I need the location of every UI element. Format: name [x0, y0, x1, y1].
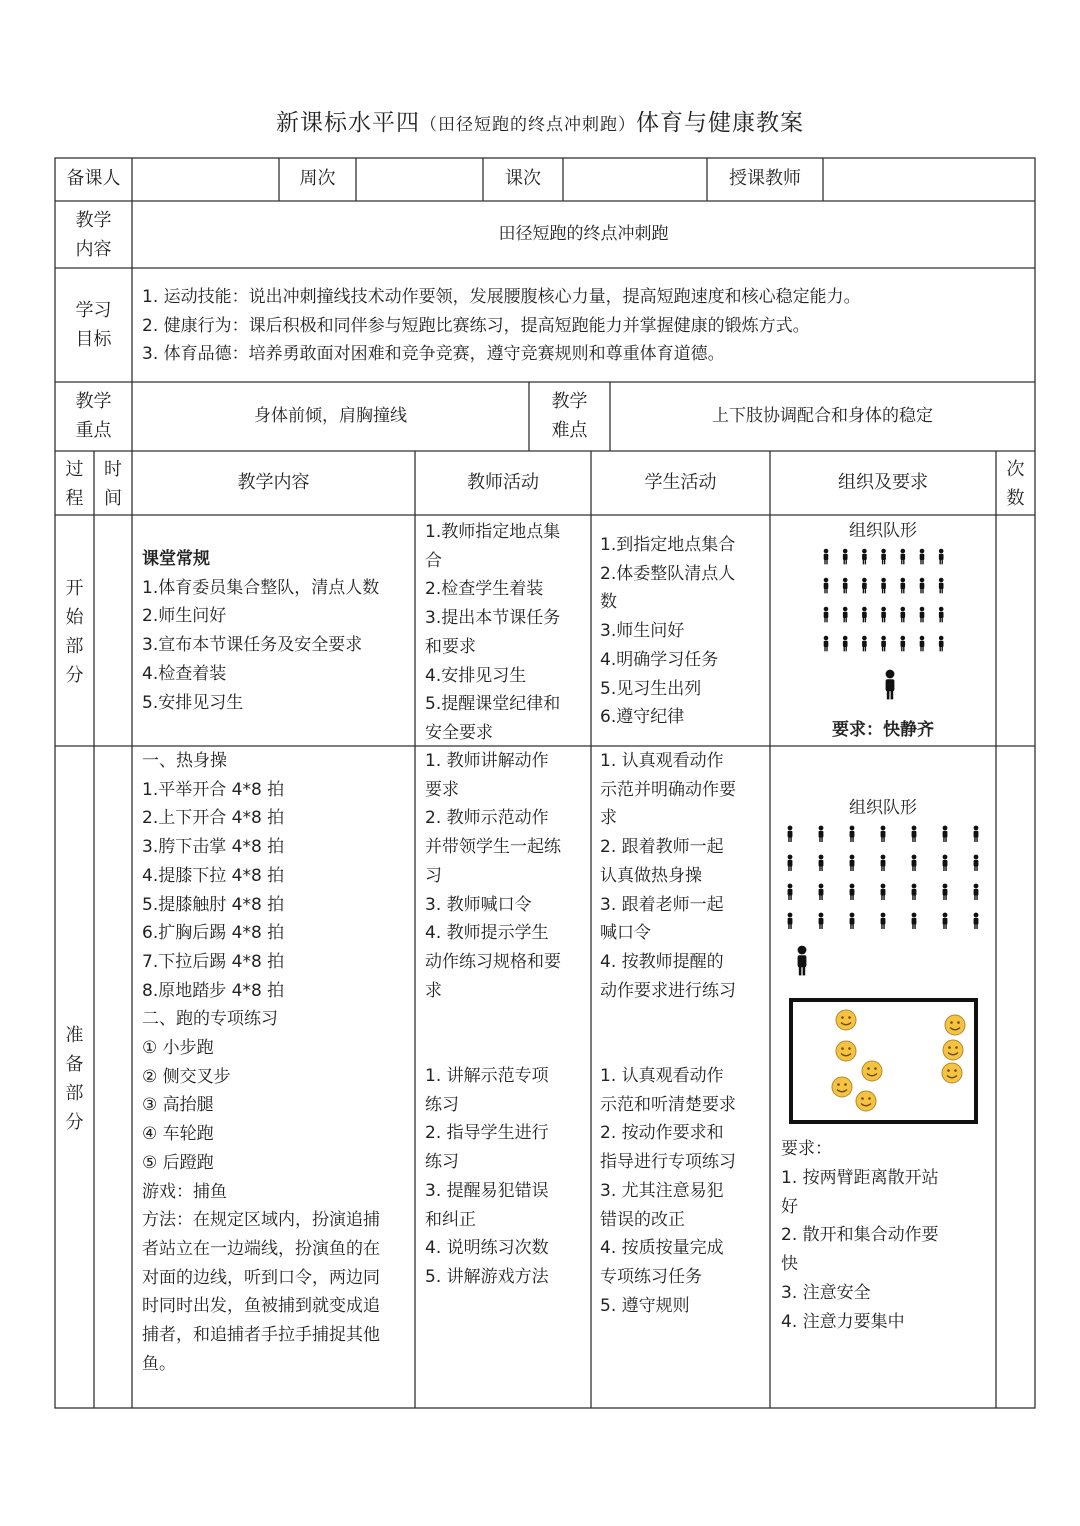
start-content-item: 4.检查着装: [142, 663, 227, 684]
prep-student-line: 1. 认真观看动作: [600, 1066, 724, 1086]
smiley-face-icon: [836, 1041, 856, 1061]
start-label-char: 开: [65, 578, 84, 599]
start-student-line: 5.见习生出列: [600, 678, 702, 699]
prep-content-line: 游戏：捕鱼: [142, 1181, 227, 1202]
prep-student-line: 示范和听清楚要求: [600, 1094, 736, 1115]
content-label-2: 内容: [75, 239, 112, 260]
prep-teacher-line: 3. 提醒易犯错误: [425, 1180, 549, 1201]
week-label: 周次: [299, 168, 336, 190]
smiley-face-icon: [943, 1040, 963, 1060]
prep-student-line: 示范并明确动作要: [600, 779, 736, 800]
prep-student-line: 3. 跟着老师一起: [600, 894, 724, 915]
start-content-item: 2.师生问好: [142, 606, 227, 627]
smiley-face-icon: [856, 1091, 876, 1111]
start-student-line: 3.师生问好: [600, 621, 685, 642]
title-paren: （田径短跑的终点冲刺跑）: [420, 115, 636, 135]
col-count-1: 次: [1006, 459, 1025, 480]
prep-content-line: ③ 高抬腿: [142, 1095, 214, 1116]
student-figure-icon: [850, 855, 855, 871]
prep-student-line: 4. 按质按量完成: [600, 1238, 724, 1259]
prep-teacher-line: 1. 教师讲解动作: [425, 751, 549, 771]
prep-req-item: 1. 按两臂距离散开站: [781, 1168, 939, 1188]
prep-req-item: 快: [781, 1254, 798, 1275]
prep-content-line: ⑤ 后蹬跑: [142, 1152, 214, 1173]
student-figure-icon: [819, 855, 824, 871]
smiley-face-icon: [945, 1015, 965, 1035]
student-figure-icon: [819, 826, 824, 842]
prep-content-line: 方法：在规定区域内，扮演追捕: [142, 1210, 380, 1231]
prep-teacher-line: 4. 教师提示学生: [425, 923, 549, 944]
col-student: 学生活动: [644, 471, 717, 493]
col-time-2: 间: [104, 488, 122, 509]
student-figure-icon: [850, 826, 855, 842]
start-teacher-line: 合: [425, 550, 442, 571]
prep-content-line: 二、跑的专项练习: [142, 1009, 278, 1030]
student-figure-icon: [974, 855, 979, 871]
student-figure-icon: [850, 884, 855, 900]
prep-label-char: 备: [65, 1054, 84, 1075]
smiley-face-icon: [836, 1010, 856, 1030]
prep-student-line: 专项练习任务: [600, 1266, 702, 1287]
prep-content-line: ② 侧交叉步: [142, 1066, 231, 1087]
start-label-char: 分: [65, 665, 84, 686]
prep-teacher-line: 和纠正: [425, 1209, 476, 1230]
student-figure-icon: [788, 826, 793, 842]
prep-content-line: 6.扩胸后踢 4*8 拍: [142, 923, 285, 944]
key-label-1: 教学: [75, 391, 112, 412]
prep-req-title: 要求：: [781, 1139, 832, 1159]
col-process-1: 过: [65, 459, 84, 480]
student-figure-icon: [788, 913, 793, 929]
smiley-face-icon: [862, 1061, 882, 1081]
col-process-2: 程: [65, 488, 84, 509]
prep-content-line: 1.平举开合 4*8 拍: [142, 779, 285, 800]
start-content-title: 课堂常规: [142, 549, 210, 569]
student-figure-icon: [912, 855, 917, 871]
prep-req-item: 4. 注意力要集中: [781, 1311, 905, 1332]
prep-content-line: 对面的边线，听到口令，两边同: [142, 1267, 380, 1288]
difficulty-value: 上下肢协调配合和身体的稳定: [712, 406, 933, 427]
student-figure-icon: [819, 884, 824, 900]
student-figure-icon: [881, 826, 886, 842]
prep-student-line: 2. 按动作要求和: [600, 1123, 724, 1144]
prep-content-line: 2.上下开合 4*8 拍: [142, 808, 285, 829]
prep-content-line: 一、热身操: [142, 751, 227, 771]
student-figure-icon: [943, 826, 948, 842]
title-main-b: 体育与健康教案: [636, 110, 804, 136]
lesson-topic: 田径短跑的终点冲刺跑: [498, 224, 669, 245]
prep-teacher-line: 求: [425, 980, 442, 1001]
start-label-char: 部: [65, 636, 84, 657]
prep-teacher-line: 动作练习规格和要: [425, 951, 561, 972]
prep-student-line: 4. 按教师提醒的: [600, 951, 724, 972]
prep-student-line: 动作要求进行练习: [600, 980, 736, 1001]
title-main-a: 新课标水平四: [276, 110, 420, 136]
student-figure-icon: [974, 826, 979, 842]
student-figure-icon: [943, 913, 948, 929]
start-label-char: 始: [65, 607, 84, 628]
prep-teacher-line: 4. 说明练习次数: [425, 1238, 549, 1259]
prep-req-item: 2. 散开和集合动作要: [781, 1225, 939, 1246]
prep-teacher-line: 1. 讲解示范专项: [425, 1066, 549, 1086]
prep-teacher-line: 5. 讲解游戏方法: [425, 1266, 549, 1287]
prep-req-item: 3. 注意安全: [781, 1282, 871, 1303]
prep-req-item: 好: [781, 1196, 798, 1217]
start-student-line: 数: [600, 592, 617, 613]
prep-student-line: 3. 尤其注意易犯: [600, 1180, 724, 1201]
key-label-2: 重点: [75, 420, 112, 441]
student-figure-icon: [881, 855, 886, 871]
prep-content-line: ① 小步跑: [142, 1038, 214, 1059]
student-figure-icon: [881, 884, 886, 900]
prep-content-line: ④ 车轮跑: [142, 1124, 214, 1145]
objectives-label-1: 学习: [75, 300, 112, 321]
prep-teacher-line: 练习: [425, 1094, 459, 1115]
student-figure-icon: [943, 855, 948, 871]
prep-student-line: 1. 认真观看动作: [600, 751, 724, 771]
student-figure-icon: [912, 884, 917, 900]
prep-content-line: 鱼。: [142, 1353, 176, 1374]
prep-content-line: 者站立在一边端线，扮演鱼的在: [142, 1238, 380, 1259]
student-figure-icon: [788, 855, 793, 871]
prep-content-line: 7.下拉后踢 4*8 拍: [142, 951, 285, 972]
prep-teacher-line: 2. 教师示范动作: [425, 808, 549, 829]
start-teacher-line: 3.提出本节课任务: [425, 608, 561, 629]
col-teacher: 教师活动: [467, 471, 539, 493]
prep-student-line: 5. 遵守规则: [600, 1295, 690, 1316]
prep-student-line: 认真做热身操: [600, 865, 702, 886]
lesson-label: 课次: [505, 168, 541, 190]
student-figure-icon: [788, 884, 793, 900]
student-figure-icon: [819, 913, 824, 929]
prep-student-line: 求: [600, 808, 617, 829]
key-point-value: 身体前倾，肩胸撞线: [254, 406, 407, 427]
col-org: 组织及要求: [838, 471, 928, 493]
prep-content-line: 3.胯下击掌 4*8 拍: [142, 837, 285, 858]
start-teacher-line: 和要求: [425, 636, 476, 657]
prep-org-title: 组织队形: [849, 798, 917, 818]
smiley-face-icon: [832, 1077, 852, 1097]
prep-content-line: 4.提膝下拉 4*8 拍: [142, 865, 285, 886]
start-student-line: 6.遵守纪律: [600, 707, 685, 728]
student-figure-icon: [912, 826, 917, 842]
prep-content-line: 捕者，和追捕者手拉手捕捉其他: [142, 1325, 380, 1346]
student-figure-icon: [881, 913, 886, 929]
prep-teacher-line: 习: [425, 865, 442, 886]
prep-student-line: 错误的改正: [600, 1209, 685, 1230]
prep-teacher-line: 要求: [425, 779, 459, 800]
diff-label-2: 难点: [551, 420, 588, 441]
start-student-line: 2.体委整队清点人: [600, 563, 736, 584]
start-teacher-line: 2.检查学生着装: [425, 579, 544, 600]
prep-teacher-line: 2. 指导学生进行: [425, 1123, 549, 1144]
start-student-line: 1.到指定地点集合: [600, 535, 736, 555]
teacher-figure-icon: [798, 946, 807, 976]
prep-student-line: 2. 跟着教师一起: [600, 837, 724, 858]
start-teacher-line: 1.教师指定地点集: [425, 522, 561, 542]
start-teacher-line: 4.安排见习生: [425, 665, 527, 686]
student-figure-icon: [850, 913, 855, 929]
student-figure-icon: [974, 884, 979, 900]
prep-teacher-line: 3. 教师喊口令: [425, 894, 532, 915]
student-figure-icon: [943, 884, 948, 900]
content-label-1: 教学: [75, 210, 112, 231]
preparer-label: 备课人: [66, 168, 121, 190]
start-org-title: 组织队形: [849, 521, 917, 541]
student-figure-icon: [912, 913, 917, 929]
prep-content-line: 8.原地踏步 4*8 拍: [142, 980, 285, 1001]
objective-item: 1. 运动技能：说出冲刺撞线技术动作要领，发展腰腹核心力量，提高短跑速度和核心稳定能力。: [142, 287, 861, 307]
start-teacher-line: 5.提醒课堂纪律和: [425, 694, 561, 715]
col-count-2: 数: [1006, 488, 1025, 509]
prep-req-list: [781, 1164, 939, 1336]
prep-content-line: 时同时出发，鱼被捕到就变成追: [142, 1296, 380, 1317]
prep-teacher-line: 练习: [425, 1152, 459, 1173]
objective-item: 3. 体育品德：培养勇敢面对困难和竞争竞赛，遵守竞赛规则和尊重体育道德。: [142, 344, 725, 365]
start-content-item: 3.宣布本节课任务及安全要求: [142, 635, 363, 656]
prep-teacher-line: 并带领学生一起练: [425, 837, 561, 858]
objectives-label-2: 目标: [75, 329, 112, 350]
teacher-label: 授课教师: [729, 168, 801, 190]
diff-label-1: 教学: [551, 391, 588, 412]
col-content: 教学内容: [237, 471, 310, 493]
start-org-requirement: 要求：快静齐: [832, 720, 934, 740]
student-figure-icon: [974, 913, 979, 929]
start-student-line: 4.明确学习任务: [600, 649, 719, 670]
prep-label-char: 分: [65, 1112, 84, 1133]
col-time-1: 时: [104, 459, 122, 480]
start-content-item: 5.安排见习生: [142, 692, 244, 713]
objective-item: 2. 健康行为：课后积极和同伴参与短跑比赛练习，提高短跑能力并掌握健康的锻炼方式。: [142, 315, 810, 336]
prep-label-char: 部: [65, 1083, 84, 1104]
prep-student-line: 喊口令: [600, 923, 651, 944]
start-content-item: 1.体育委员集合整队，清点人数: [142, 577, 380, 598]
prep-student-line: 指导进行专项练习: [600, 1152, 736, 1173]
start-teacher-line: 安全要求: [425, 722, 493, 743]
prep-content-line: 5.提膝触肘 4*8 拍: [142, 894, 285, 915]
smiley-face-icon: [942, 1063, 962, 1083]
prep-label-char: 准: [65, 1025, 84, 1046]
